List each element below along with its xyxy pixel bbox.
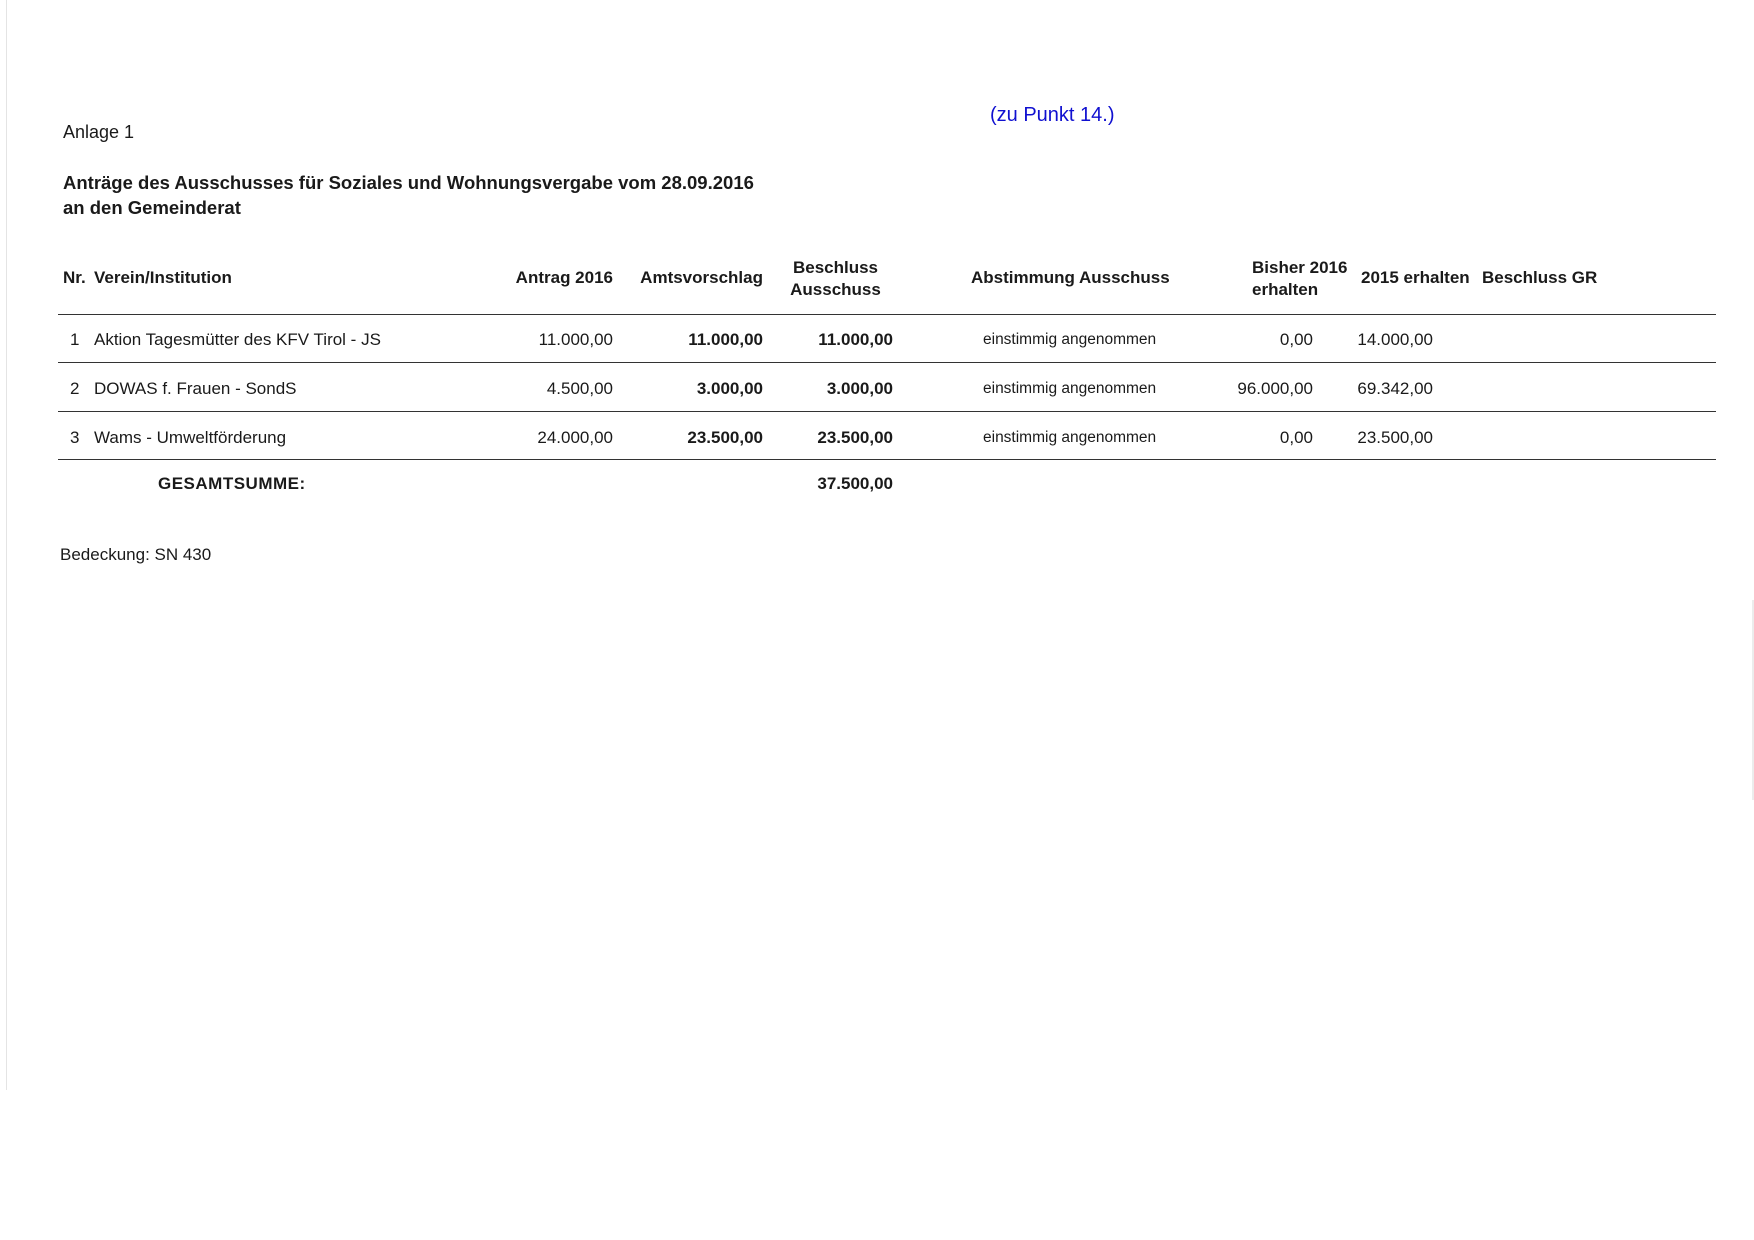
cell-nr: 2 bbox=[70, 379, 80, 398]
table-row bbox=[58, 365, 1716, 413]
cell-bisher: 96.000,00 bbox=[1237, 379, 1313, 398]
cell-amtsvorschlag: 11.000,00 bbox=[688, 330, 763, 349]
cell-abstimmung: einstimmig angenommen bbox=[983, 380, 1157, 397]
attachment-label: Anlage 1 bbox=[63, 122, 135, 142]
header-bisher-line2: erhalten bbox=[1252, 280, 1319, 299]
cell-verein: Aktion Tagesmütter des KFV Tirol - JS bbox=[94, 330, 381, 349]
header-antrag: Antrag 2016 bbox=[515, 268, 613, 287]
cell-antrag: 24.000,00 bbox=[537, 428, 613, 447]
header-amtsvorschlag: Amtsvorschlag bbox=[640, 268, 763, 287]
header-beschluss-ausschuss-line2: Ausschuss bbox=[790, 280, 881, 299]
cell-amtsvorschlag: 3.000,00 bbox=[696, 379, 763, 398]
table-header bbox=[58, 252, 1716, 314]
table-row bbox=[58, 414, 1716, 462]
cell-2015-erhalten: 23.500,00 bbox=[1357, 428, 1433, 447]
title-line-2: an den Gemeinderat bbox=[63, 197, 241, 218]
document-title bbox=[63, 170, 754, 220]
total-label: GESAMTSUMME: bbox=[158, 474, 306, 493]
cell-beschluss-ausschuss: 11.000,00 bbox=[818, 330, 893, 349]
cell-bisher: 0,00 bbox=[1279, 428, 1313, 447]
cell-abstimmung: einstimmig angenommen bbox=[983, 331, 1157, 348]
header-verein: Verein/Institution bbox=[94, 268, 232, 287]
title-line-1: Anträge des Ausschusses für Soziales und Wohnungsvergabe vom 28.09.2016 bbox=[63, 172, 754, 193]
cell-nr: 3 bbox=[70, 428, 80, 447]
cell-beschluss-ausschuss: 23.500,00 bbox=[817, 428, 893, 447]
cell-amtsvorschlag: 23.500,00 bbox=[687, 428, 763, 447]
cell-verein: DOWAS f. Frauen - SondS bbox=[94, 379, 297, 398]
grants-table bbox=[58, 252, 1716, 493]
cell-nr: 1 bbox=[70, 330, 80, 349]
coverage-note: Bedeckung: SN 430 bbox=[60, 545, 212, 564]
header-nr: Nr. bbox=[63, 268, 86, 287]
header-2015-erhalten: 2015 erhalten bbox=[1361, 268, 1470, 287]
total-value: 37.500,00 bbox=[817, 474, 893, 493]
scan-edge bbox=[6, 0, 7, 1090]
cell-2015-erhalten: 14.000,00 bbox=[1357, 330, 1433, 349]
table-row bbox=[58, 316, 1716, 364]
header-beschluss-ausschuss-line1: Beschluss bbox=[792, 258, 879, 277]
cell-bisher: 0,00 bbox=[1279, 330, 1313, 349]
agenda-reference: (zu Punkt 14.) bbox=[990, 104, 1115, 126]
divider bbox=[58, 459, 1716, 460]
cell-2015-erhalten: 69.342,00 bbox=[1357, 379, 1433, 398]
cell-beschluss-ausschuss: 3.000,00 bbox=[826, 379, 893, 398]
header-beschluss-ausschuss bbox=[778, 257, 893, 301]
header-abstimmung: Abstimmung Ausschuss bbox=[971, 268, 1170, 287]
divider bbox=[58, 362, 1716, 363]
header-bisher-line1: Bisher 2016 bbox=[1252, 258, 1348, 277]
header-beschluss-gr: Beschluss GR bbox=[1482, 268, 1598, 287]
header-bisher bbox=[1252, 257, 1347, 301]
divider bbox=[58, 411, 1716, 412]
cell-antrag: 4.500,00 bbox=[546, 379, 613, 398]
cell-antrag: 11.000,00 bbox=[538, 330, 613, 349]
divider bbox=[58, 314, 1716, 315]
cell-abstimmung: einstimmig angenommen bbox=[983, 429, 1157, 446]
cell-verein: Wams - Umweltförderung bbox=[94, 428, 287, 447]
